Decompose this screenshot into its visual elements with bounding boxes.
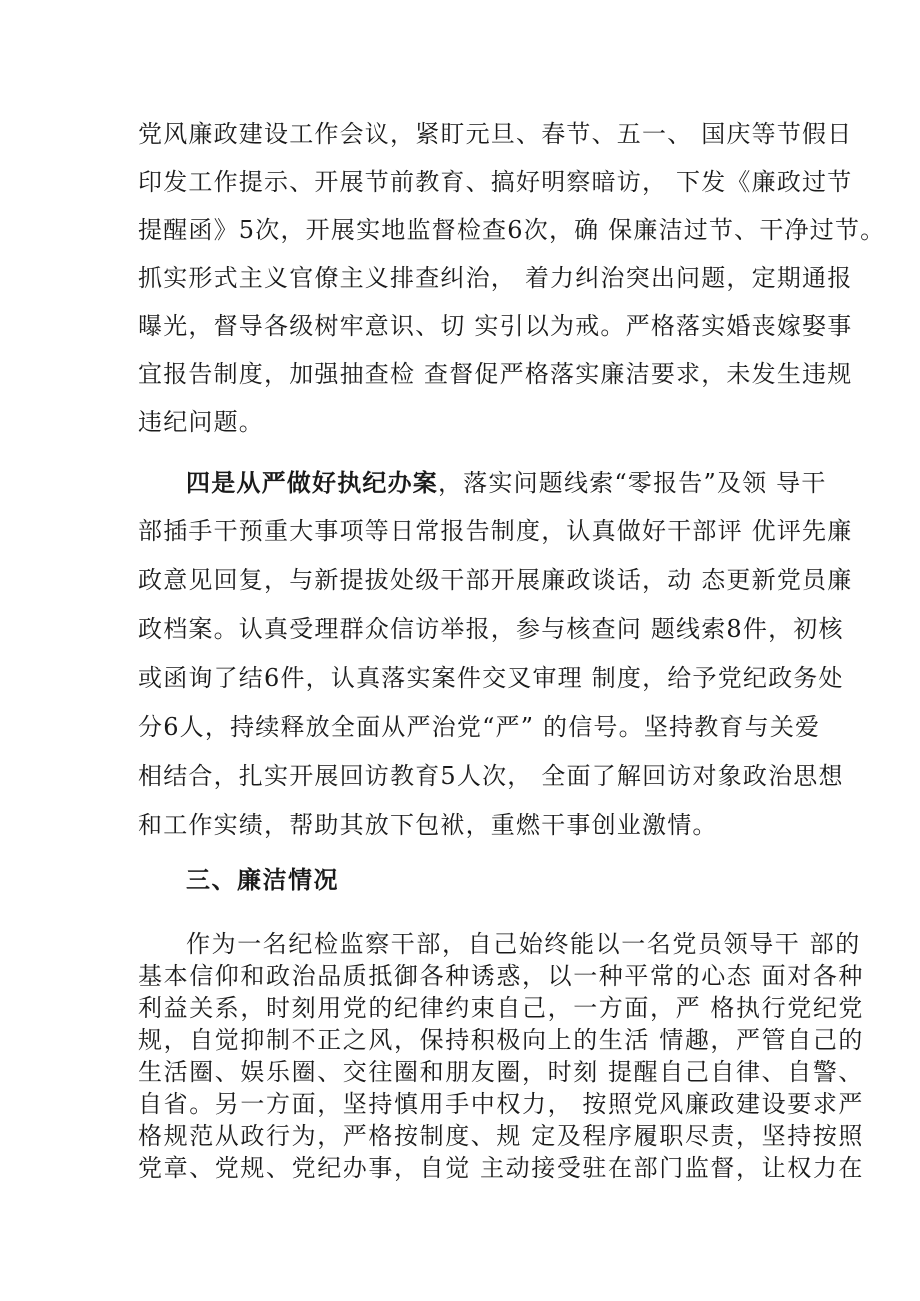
section-heading: 三、廉洁情况 — [186, 865, 339, 894]
text-line: 政档案。认真受理群众信访举报，参与核查问 题线索8件，初核 — [138, 615, 844, 643]
paragraph-integrity-situation — [138, 928, 865, 1184]
text-line: 和工作实绩，帮助其放下包袱，重燃干事创业激情。 — [138, 811, 718, 839]
text-line: 违纪问题。 — [138, 408, 264, 436]
text-line: 自省。另一方面，坚持慎用手中权力， 按照党风廉政建设要求严 — [138, 1090, 865, 1118]
text-line — [138, 458, 827, 507]
text-line: 政意见回复，与新提拔处级干部开展廉政谈话，动 态更新党员廉 — [138, 566, 853, 594]
paragraph-festival-supervision — [138, 110, 886, 446]
text-line: 印发工作提示、开展节前教育、搞好明察暗访， 下发《廉政过节 — [138, 168, 853, 196]
text-line: 分6人，持续释放全面从严治党“严” 的信号。坚持教育与关爱 — [138, 713, 821, 741]
text-line: 规，自觉抑制不正之风，保持积极向上的生活 情趣，严管自己的 — [138, 1026, 865, 1054]
text-line: 格规范从政行为，严格按制度、规 定及程序履职尽责，坚持按照 — [138, 1122, 865, 1150]
text-line: 提醒函》5次，开展实地监督检查6次，确 保廉洁过节、干净过节。 — [138, 216, 886, 244]
text-line: 利益关系，时刻用党的纪律约束自己，一方面，严 格执行党纪党 — [138, 994, 865, 1022]
paragraph-lead-rest: ，落实问题线索“零报告”及领 导干 — [438, 469, 827, 497]
paragraph-lead-heading: 四是从严做好执纪办案 — [186, 468, 438, 497]
text-line: 生活圈、娱乐圈、交往圈和朋友圈，时刻 提醒自己自律、自警、 — [138, 1058, 865, 1086]
text-line: 曝光，督导各级树牢意识、切 实引以为戒。严格落实婚丧嫁娶事 — [138, 312, 853, 340]
text-line: 抓实形式主义官僚主义排查纠治， 着力纠治突出问题，定期通报 — [138, 264, 853, 292]
text-line: 相结合，扎实开展回访教育5人次， 全面了解回访对象政治思想 — [138, 762, 844, 790]
text-line: 作为一名纪检监察干部，自己始终能以一名党员领导干 部的 — [186, 930, 861, 958]
text-line: 或函询了结6件，认真落实案件交叉审理 制度，给予党纪政务处 — [138, 664, 844, 692]
paragraph-discipline-cases — [138, 458, 853, 850]
text-line: 部插手干预重大事项等日常报告制度，认真做好干部评 优评先廉 — [138, 517, 853, 545]
text-line: 基本信仰和政治品质抵御各种诱惑，以一种平常的心态 面对各种 — [138, 962, 865, 990]
text-line: 党风廉政建设工作会议，紧盯元旦、春节、五一、 国庆等节假日 — [138, 120, 853, 148]
text-line: 党章、党规、党纪办事，自觉 主动接受驻在部门监督，让权力在 — [138, 1154, 865, 1182]
text-line: 宜报告制度，加强抽查检 查督促严格落实廉洁要求，未发生违规 — [138, 360, 853, 388]
